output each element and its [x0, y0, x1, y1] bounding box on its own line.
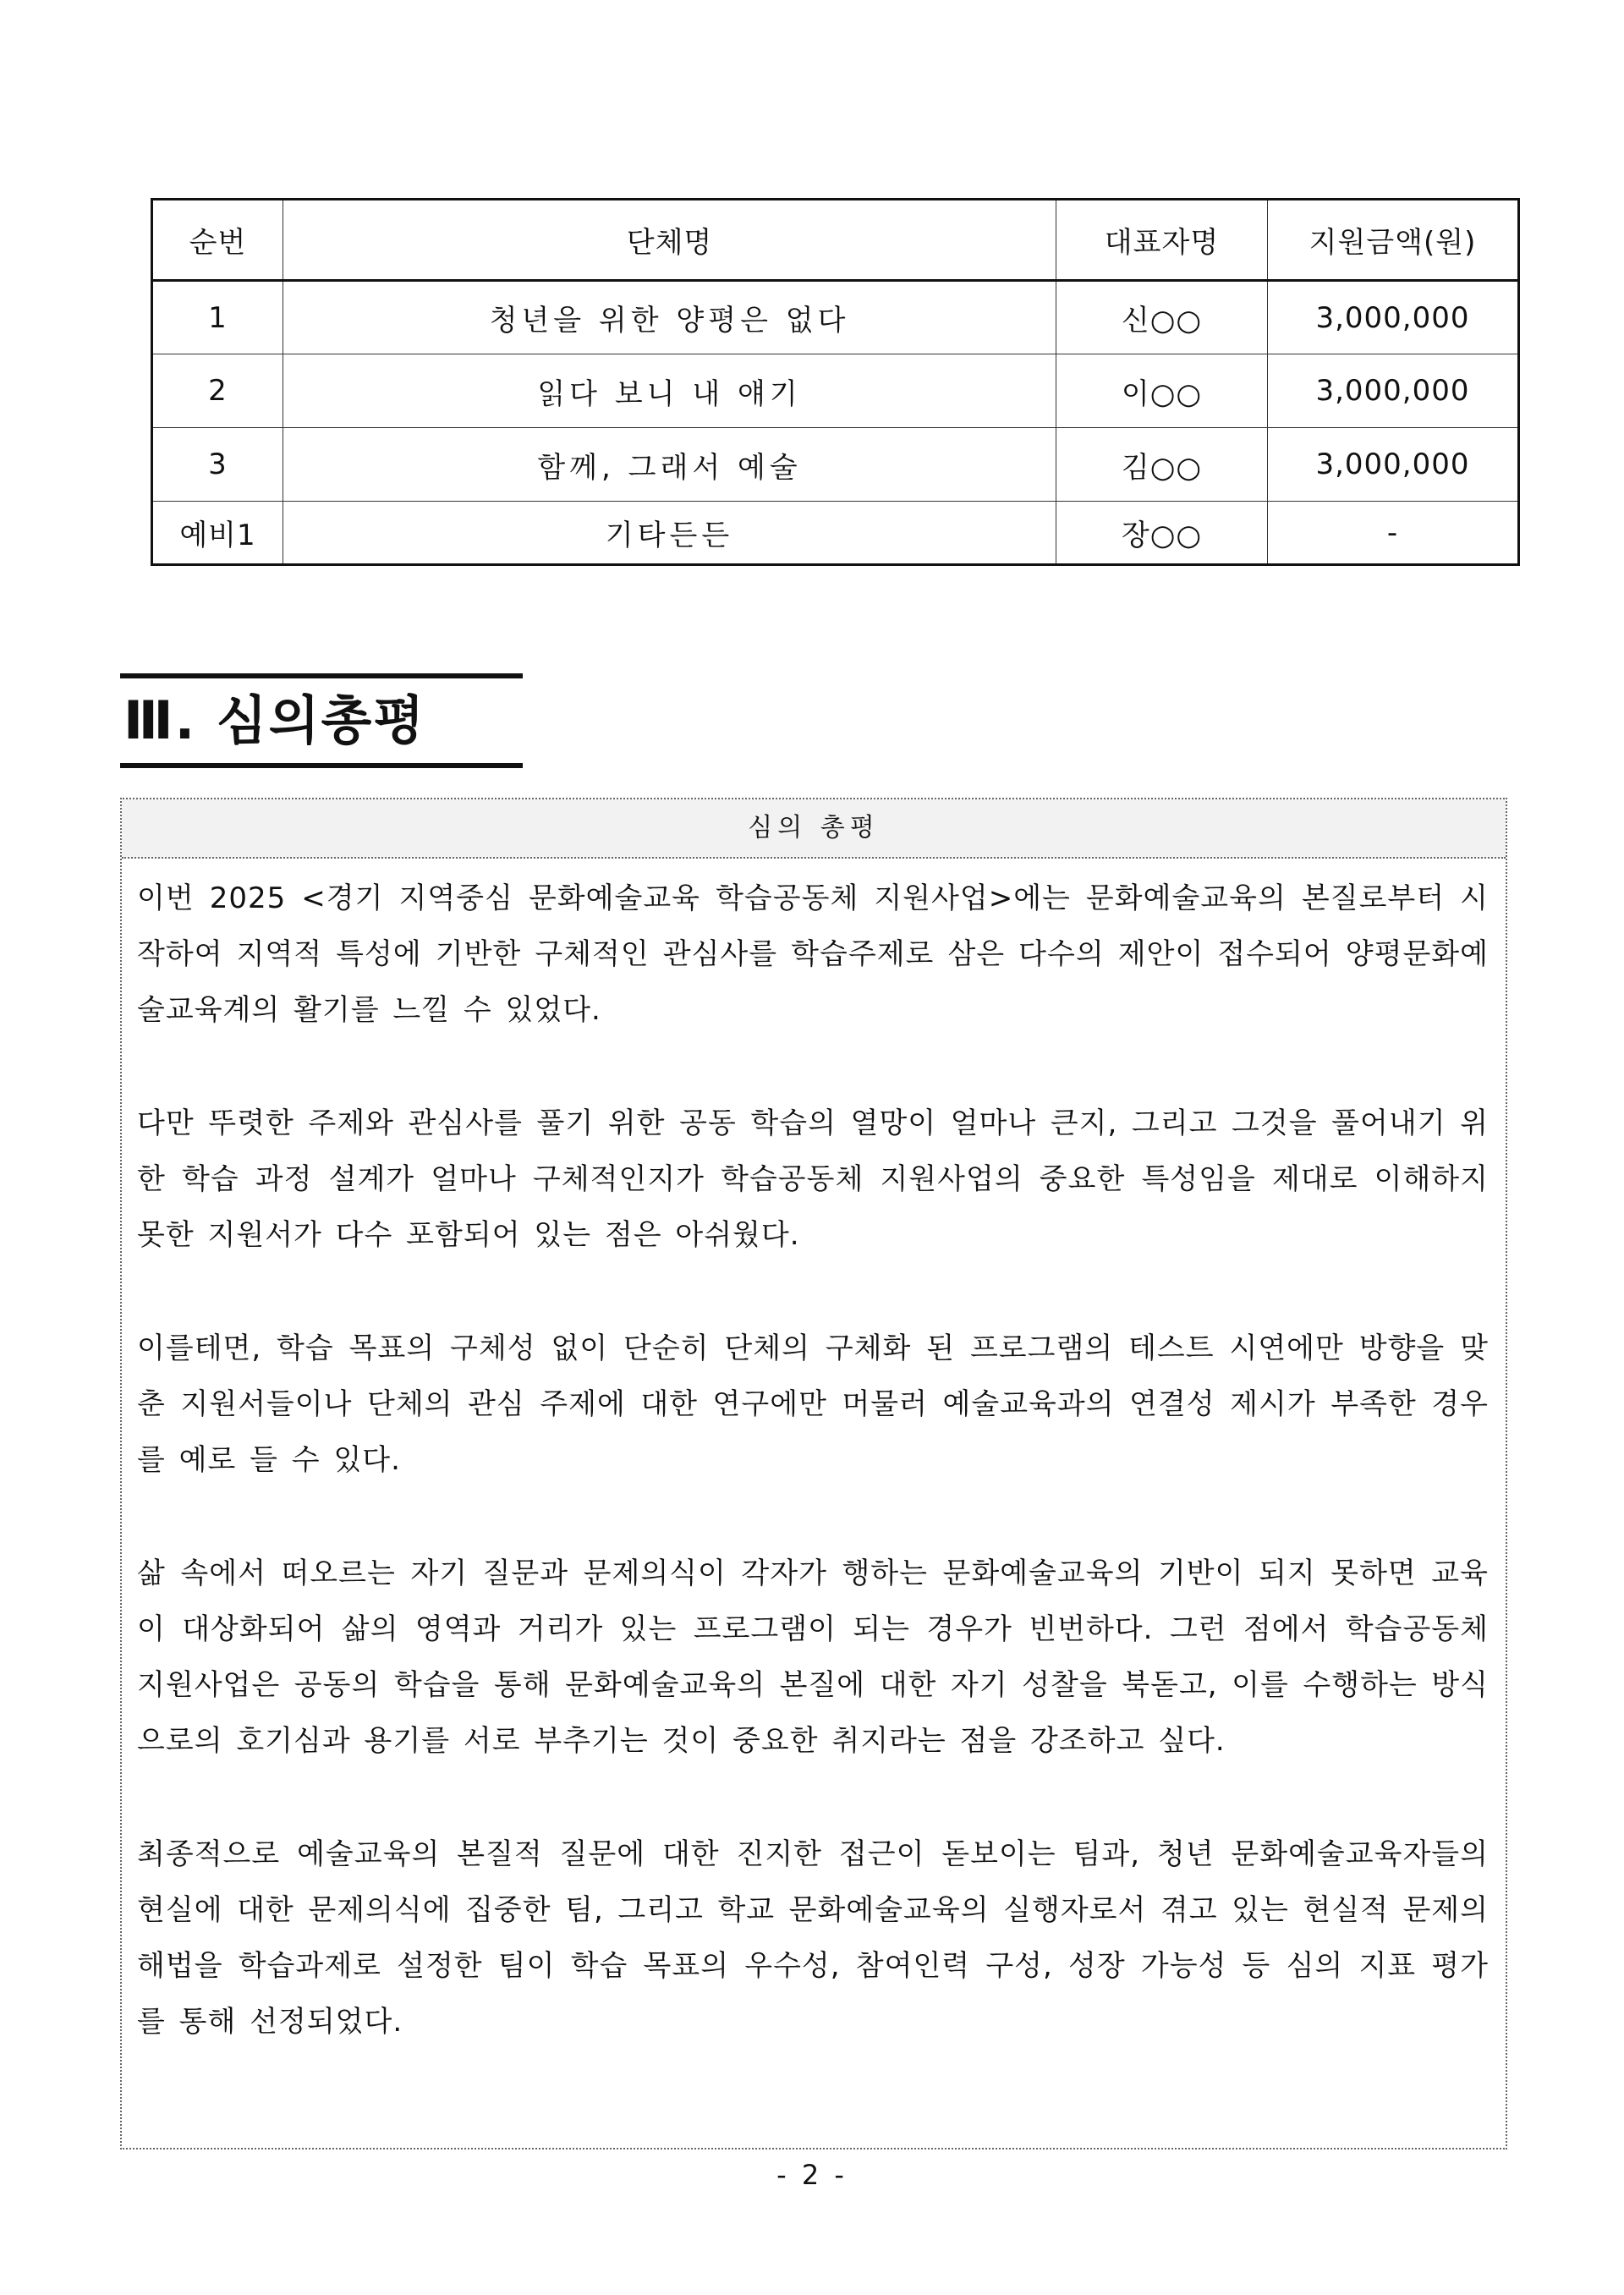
review-box	[120, 798, 1507, 2150]
header-number: 순번	[152, 200, 283, 281]
row-number: 2	[152, 354, 283, 428]
review-body	[122, 859, 1506, 2050]
table-row	[152, 281, 1519, 354]
header-representative: 대표자명	[1056, 200, 1268, 281]
group-name: 읽다 보니 내 얘기	[283, 354, 1056, 428]
group-name: 기타든든	[283, 502, 1056, 565]
review-paragraph: 다만 뚜렷한 주제와 관심사를 풀기 위한 공동 학습의 열망이 얼마나 큰지, 그리고 그것을 풀어내기 위한 학습 과정 설계가 얼마나 구체적인지가 학습공동체 지원사업의 중요한 특성임을 제대로 이해하지 못한 지원서가 다수 포함되어 있는 점은 아쉬웠다.	[137, 1106, 1489, 1252]
header-support-amount: 지원금액(원)	[1268, 200, 1519, 281]
selection-table	[151, 198, 1520, 566]
group-name: 청년을 위한 양평은 없다	[283, 281, 1056, 354]
table-header-row	[152, 200, 1519, 281]
section-title: Ⅲ. 심의총평	[123, 689, 426, 751]
representative-name: 이○○	[1056, 354, 1268, 428]
review-paragraph: 이번 2025 <경기 지역중심 문화예술교육 학습공동체 지원사업>에는 문화예술교육의 본질로부터 시작하여 지역적 특성에 기반한 구체적인 관심사를 학습주제로 삼은 다수의 제안이 접수되어 양평문화예술교육계의 활기를 느낄 수 있었다.	[137, 881, 1489, 1027]
table-row	[152, 354, 1519, 428]
table-row	[152, 502, 1519, 565]
support-amount: 3,000,000	[1268, 281, 1519, 354]
representative-name: 김○○	[1056, 428, 1268, 502]
header-group-name: 단체명	[283, 200, 1056, 281]
support-amount: 3,000,000	[1268, 354, 1519, 428]
row-number: 3	[152, 428, 283, 502]
representative-name: 장○○	[1056, 502, 1268, 565]
table-row	[152, 428, 1519, 502]
review-paragraph: 삶 속에서 떠오르는 자기 질문과 문제의식이 각자가 행하는 문화예술교육의 기반이 되지 못하면 교육이 대상화되어 삶의 영역과 거리가 있는 프로그램이 되는 경우가 빈번하다. 그런 점에서 학습공동체 지원사업은 공동의 학습을 통해 문화예술교육의 본질에 대한 자기 성찰을 북돋고, 이를 수행하는 방식으로의 호기심과 용기를 서로 부추기는 것이 중요한 취지라는 점을 강조하고 싶다.	[137, 1557, 1489, 1758]
review-paragraph: 최종적으로 예술교육의 본질적 질문에 대한 진지한 접근이 돋보이는 팀과, 청년 문화예술교육자들의 현실에 대한 문제의식에 집중한 팀, 그리고 학교 문화예술교육의 실행자로서 겪고 있는 현실적 문제의 해법을 학습과제로 설정한 팀이 학습 목표의 우수성, 참여인력 구성, 성장 가능성 등 심의 지표 평가를 통해 선정되었다.	[137, 1837, 1489, 2039]
representative-name: 신○○	[1056, 281, 1268, 354]
row-number: 예비1	[152, 502, 283, 565]
review-box-header: 심의 총평	[122, 799, 1506, 859]
section-heading	[120, 673, 523, 768]
review-paragraph: 이를테면, 학습 목표의 구체성 없이 단순히 단체의 구체화 된 프로그램의 테스트 시연에만 방향을 맞춘 지원서들이나 단체의 관심 주제에 대한 연구에만 머물러 예술교육과의 연결성 제시가 부족한 경우를 예로 들 수 있다.	[137, 1331, 1489, 1477]
support-amount: 3,000,000	[1268, 428, 1519, 502]
row-number: 1	[152, 281, 283, 354]
page-number: - 2 -	[776, 2159, 848, 2191]
group-name: 함께, 그래서 예술	[283, 428, 1056, 502]
support-amount: -	[1268, 502, 1519, 565]
